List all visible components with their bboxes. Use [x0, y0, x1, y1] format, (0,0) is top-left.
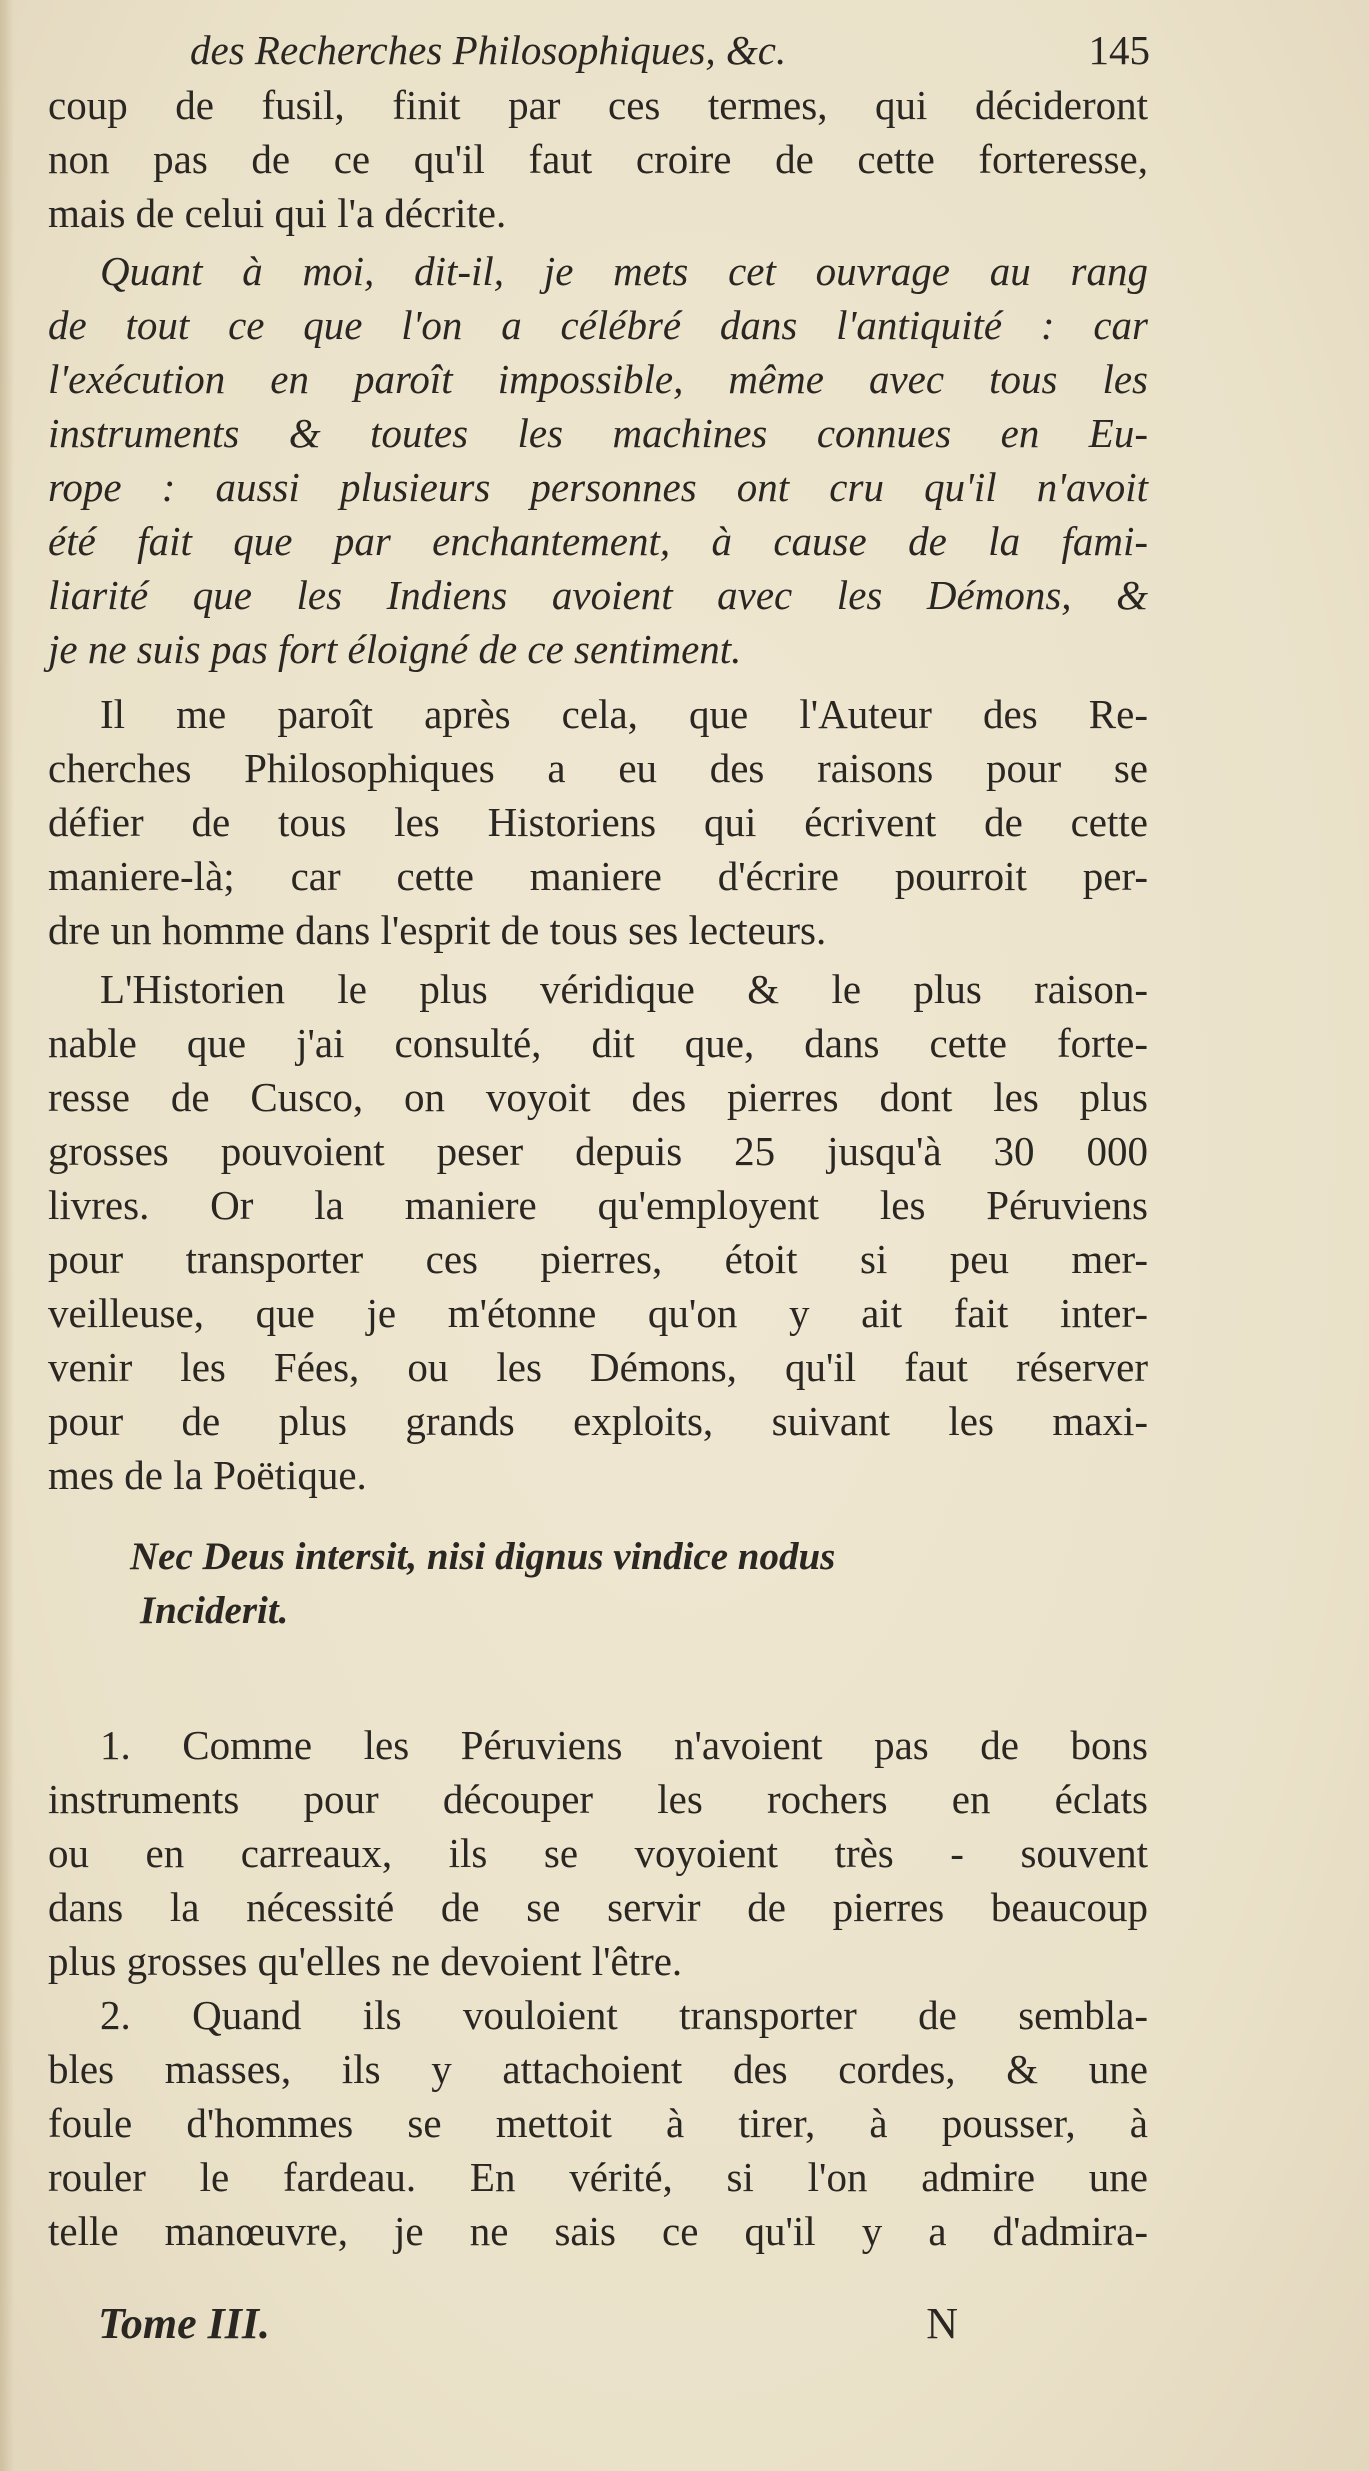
- text-line: nable que j'ai consulté, dit que, dans cette forte-: [48, 1020, 1148, 1066]
- text-line: rope : aussi plusieurs personnes ont cru qu'il n'avoit: [48, 464, 1148, 510]
- text-line: coup de fusil, finit par ces termes, qui décideront: [48, 82, 1148, 128]
- text-line: 2. Quand ils vouloient transporter de sembla-: [100, 1992, 1148, 2038]
- text-line: Il me paroît après cela, que l'Auteur des Re-: [100, 691, 1148, 737]
- quote-line: Nec Deus intersit, nisi dignus vindice nodus: [130, 1535, 836, 1578]
- text-line: non pas de ce qu'il faut croire de cette forteresse,: [48, 136, 1148, 182]
- paragraph-author-distrust: [48, 687, 1148, 957]
- text-line: livres. Or la maniere qu'employent les Péruviens: [48, 1182, 1148, 1228]
- text-line: pour de plus grands exploits, suivant les maxi-: [48, 1398, 1148, 1444]
- text-line: ou en carreaux, ils se voyoient très - souvent: [48, 1830, 1148, 1876]
- paragraph-point-2: [48, 1988, 1148, 2258]
- text-line: de tout ce que l'on a célébré dans l'antiquité : car: [48, 302, 1148, 348]
- paragraph-cusco-stones: [48, 962, 1148, 1502]
- text-line: pour transporter ces pierres, étoit si peu mer-: [48, 1236, 1148, 1282]
- running-header: [190, 22, 1150, 78]
- text-line: bles masses, ils y attachoient des cordes, & une: [48, 2046, 1148, 2092]
- text-line: venir les Fées, ou les Démons, qu'il faut réserver: [48, 1344, 1148, 1390]
- text-line: 1. Comme les Péruviens n'avoient pas de bons: [100, 1722, 1148, 1768]
- running-head-title: des Recherches Philosophiques, &c.: [190, 27, 787, 73]
- text-line: mes de la Poëtique.: [48, 1452, 367, 1498]
- page-number: 145: [1088, 27, 1150, 73]
- page-gutter-shadow: [0, 0, 14, 2471]
- text-line: instruments pour découper les rochers en éclats: [48, 1776, 1148, 1822]
- paragraph-fortress-end: [48, 78, 1148, 240]
- text-line: été fait que par enchantement, à cause de la fami-: [48, 518, 1148, 564]
- text-line: dans la nécessité de se servir de pierres beaucoup: [48, 1884, 1148, 1930]
- text-line: cherches Philosophiques a eu des raisons pour se: [48, 745, 1148, 791]
- text-line: maniere-là; car cette maniere d'écrire pourroit per-: [48, 853, 1148, 899]
- quote-line: Inciderit.: [140, 1589, 289, 1632]
- text-line: mais de celui qui l'a décrite.: [48, 190, 507, 236]
- text-line: défier de tous les Historiens qui écrivent de cette: [48, 799, 1148, 845]
- signature-mark: N: [926, 2299, 958, 2348]
- volume-label: Tome III.: [98, 2299, 270, 2348]
- text-line: l'exécution en paroît impossible, même avec tous les: [48, 356, 1148, 402]
- text-line: rouler le fardeau. En vérité, si l'on admire une: [48, 2154, 1148, 2200]
- text-line: liarité que les Indiens avoient avec les Démons, &: [48, 572, 1148, 618]
- paragraph-point-1: [48, 1718, 1148, 1988]
- text-line: telle manœuvre, je ne sais ce qu'il y a d'admira-: [48, 2208, 1148, 2254]
- text-line: Quant à moi, dit-il, je mets cet ouvrage au rang: [100, 248, 1148, 294]
- text-line: instruments & toutes les machines connues en Eu-: [48, 410, 1148, 456]
- text-line: plus grosses qu'elles ne devoient l'être.: [48, 1938, 683, 1984]
- text-line: grosses pouvoient peser depuis 25 jusqu'à 30 000: [48, 1128, 1148, 1174]
- page-footer: [98, 2296, 958, 2352]
- text-line: dre un homme dans l'esprit de tous ses lecteurs.: [48, 907, 827, 953]
- latin-quotation: [130, 1530, 835, 1638]
- text-line: resse de Cusco, on voyoit des pierres dont les plus: [48, 1074, 1148, 1120]
- text-line: L'Historien le plus véridique & le plus raison-: [100, 966, 1148, 1012]
- text-line: veilleuse, que je m'étonne qu'on y ait fait inter-: [48, 1290, 1148, 1336]
- text-line: foule d'hommes se mettoit à tirer, à pousser, à: [48, 2100, 1148, 2146]
- paragraph-quoted-testimony: [48, 244, 1148, 676]
- text-line: je ne suis pas fort éloigné de ce sentiment.: [48, 626, 742, 672]
